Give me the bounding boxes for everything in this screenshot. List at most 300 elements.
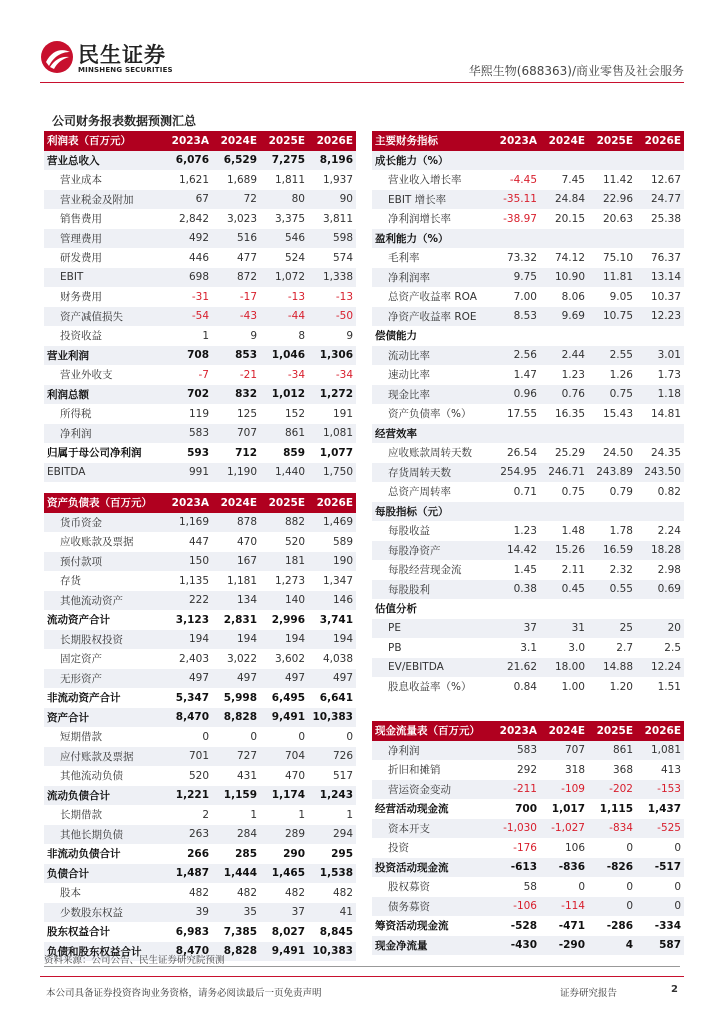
row-label: EV/EBITDA xyxy=(372,658,492,678)
value-cell: 24.84 xyxy=(540,190,588,210)
row-label: 每股指标（元） xyxy=(372,502,492,522)
value-cell: 140 xyxy=(260,591,308,611)
year-header-cell: 2024E xyxy=(212,131,260,151)
value-cell: 1,306 xyxy=(308,346,356,366)
row-label: 负债和股东权益合计 xyxy=(44,942,164,962)
value-cell: 0.38 xyxy=(492,580,540,600)
value-cell: 2.7 xyxy=(616,641,633,654)
table-row xyxy=(44,610,356,630)
value-cell: 7.00 xyxy=(513,290,537,303)
value-cell: 9.69 xyxy=(540,307,588,327)
value-cell: 0.82 xyxy=(657,485,681,498)
value-cell: 1.45 xyxy=(513,563,537,576)
value-cell: 1.51 xyxy=(657,680,681,693)
row-label: 净利润 xyxy=(44,424,164,444)
table-row xyxy=(372,404,684,424)
table-title-cell: 利润表（百万元） xyxy=(44,131,164,151)
row-label: 应收账款及票据 xyxy=(60,536,134,549)
value-cell: 1 xyxy=(250,808,257,821)
value-cell: 190 xyxy=(308,552,356,572)
minsheng-logo xyxy=(40,38,180,78)
value-cell xyxy=(588,326,636,346)
row-label: 毛利率 xyxy=(388,252,420,265)
value-cell: -21 xyxy=(239,368,257,381)
table-row xyxy=(44,805,356,825)
value-cell: 0.45 xyxy=(540,580,588,600)
table-row xyxy=(372,229,684,249)
table-row xyxy=(44,365,356,385)
value-cell: 8 xyxy=(298,329,305,342)
value-cell: 517 xyxy=(332,769,353,782)
value-cell: 497 xyxy=(260,669,308,689)
value-cell: 75.10 xyxy=(602,251,633,264)
value-cell: 1.26 xyxy=(609,368,633,381)
value-cell: 882 xyxy=(260,513,308,533)
value-cell: 1,081 xyxy=(308,424,356,444)
value-cell xyxy=(540,151,588,171)
row-label: 营业总收入 xyxy=(44,151,164,171)
row-label: 其他长期负债 xyxy=(44,825,164,845)
value-cell: -153 xyxy=(636,780,684,800)
table-row xyxy=(372,877,684,897)
value-cell xyxy=(588,229,636,249)
row-label: 净资产收益率 ROE xyxy=(372,307,492,327)
value-cell: 470 xyxy=(284,769,305,782)
row-label: 流动资产合计 xyxy=(47,614,110,627)
table-row xyxy=(44,463,356,483)
value-cell: 2.44 xyxy=(540,346,588,366)
row-label: 营运资金变动 xyxy=(372,780,492,800)
table-row xyxy=(372,463,684,483)
table-row xyxy=(44,571,356,591)
value-cell: 1,169 xyxy=(164,513,212,533)
value-cell: 11.81 xyxy=(588,268,636,288)
page-header xyxy=(40,38,684,80)
table-header-row xyxy=(372,131,684,151)
value-cell: 861 xyxy=(588,741,636,761)
value-cell: 243.89 xyxy=(588,463,636,483)
table-row xyxy=(372,424,684,444)
value-cell: 152 xyxy=(284,407,305,420)
value-cell: 524 xyxy=(284,251,305,264)
value-cell: -44 xyxy=(260,307,308,327)
value-cell: 24.50 xyxy=(602,446,633,459)
value-cell: 3,811 xyxy=(322,212,353,225)
value-cell: 574 xyxy=(332,251,353,264)
table-row xyxy=(44,669,356,689)
value-cell: 39 xyxy=(164,903,212,923)
value-cell: 125 xyxy=(236,407,257,420)
value-cell: 1.73 xyxy=(657,368,681,381)
value-cell: 2.55 xyxy=(588,346,636,366)
year-header-cell: 2024E xyxy=(540,721,588,741)
row-label: 速动比率 xyxy=(388,369,430,382)
value-cell: 15.43 xyxy=(602,407,633,420)
value-cell: 181 xyxy=(260,552,308,572)
row-label: 资产负债率（%） xyxy=(388,408,472,421)
row-label: 其他流动负债 xyxy=(60,770,123,783)
value-cell: 1,750 xyxy=(308,463,356,483)
value-cell: 583 xyxy=(164,424,212,444)
table-row xyxy=(372,599,684,619)
row-label: 每股收益 xyxy=(388,525,430,538)
table-row xyxy=(44,766,356,786)
value-cell: 700 xyxy=(515,802,537,815)
value-cell: -1,027 xyxy=(540,819,588,839)
table-row xyxy=(372,151,684,171)
data-source-note: 资料来源：公司公告、民生证券研究院预测 xyxy=(44,955,225,966)
row-label: 股本 xyxy=(60,887,81,900)
value-cell: 1,190 xyxy=(212,463,260,483)
value-cell: 1,012 xyxy=(260,385,308,405)
value-cell: 1,081 xyxy=(636,741,684,761)
value-cell xyxy=(588,151,636,171)
value-cell: 9.05 xyxy=(609,290,633,303)
value-cell: 3,602 xyxy=(274,652,305,665)
value-cell: 20.15 xyxy=(554,212,585,225)
value-cell: 285 xyxy=(235,847,257,860)
table-row xyxy=(44,747,356,767)
row-label: 长期股权投资 xyxy=(44,630,164,650)
table-row xyxy=(44,287,356,307)
value-cell: 76.37 xyxy=(650,251,681,264)
row-label: 筹资活动现金流 xyxy=(375,920,449,933)
year-header-cell: 2024E xyxy=(540,131,588,151)
value-cell: -106 xyxy=(492,897,540,917)
row-label: 少数股东权益 xyxy=(44,903,164,923)
value-cell xyxy=(492,424,540,444)
table-row xyxy=(44,385,356,405)
value-cell: -834 xyxy=(588,819,636,839)
row-label: EBIT 增长率 xyxy=(372,190,492,210)
value-cell: -290 xyxy=(540,936,588,956)
table-title-cell: 现金流量表（百万元） xyxy=(372,721,492,741)
value-cell: 598 xyxy=(308,229,356,249)
value-cell: 516 xyxy=(212,229,260,249)
table-row xyxy=(372,897,684,917)
row-label: 营业外收支 xyxy=(60,369,113,382)
row-label: EBITDA xyxy=(44,463,164,483)
value-cell: 15.26 xyxy=(540,541,588,561)
value-cell: 290 xyxy=(283,847,305,860)
value-cell: 1,072 xyxy=(260,268,308,288)
row-label: 经营效率 xyxy=(372,424,492,444)
table-row xyxy=(44,786,356,806)
value-cell: 266 xyxy=(187,847,209,860)
value-cell: 14.42 xyxy=(492,541,540,561)
value-cell: -1,030 xyxy=(492,819,540,839)
value-cell: 1,181 xyxy=(226,574,257,587)
value-cell: 1,689 xyxy=(226,173,257,186)
row-label: 营业税金及附加 xyxy=(44,190,164,210)
value-cell xyxy=(492,326,540,346)
value-cell: 134 xyxy=(212,591,260,611)
row-label: PE xyxy=(372,619,492,639)
value-cell: 2 xyxy=(202,808,209,821)
value-cell: -34 xyxy=(335,368,353,381)
value-cell: 222 xyxy=(164,591,212,611)
value-cell: 3,741 xyxy=(319,613,353,626)
value-cell: 8,845 xyxy=(319,925,353,938)
value-cell: 3.1 xyxy=(520,641,537,654)
value-cell: 24.77 xyxy=(636,190,684,210)
value-cell xyxy=(588,599,636,619)
row-label: 估值分析 xyxy=(375,603,417,616)
table-row xyxy=(372,385,684,405)
value-cell: 9.75 xyxy=(492,268,540,288)
value-cell: 3,123 xyxy=(175,613,209,626)
row-label: 预付款项 xyxy=(44,552,164,572)
footer-divider xyxy=(40,976,684,977)
value-cell: 368 xyxy=(612,763,633,776)
table-row xyxy=(372,580,684,600)
value-cell: 9,491 xyxy=(260,708,308,728)
table-row xyxy=(372,346,684,366)
value-cell: 446 xyxy=(188,251,209,264)
value-cell: 1,243 xyxy=(308,786,356,806)
value-cell: 243.50 xyxy=(636,463,684,483)
table-row xyxy=(44,552,356,572)
table-row xyxy=(372,365,684,385)
value-cell: 26.54 xyxy=(506,446,537,459)
logo-cn-text: 民生证券 xyxy=(78,43,166,67)
table-header-row xyxy=(44,131,356,151)
value-cell: 1,487 xyxy=(164,864,212,884)
value-cell: 1,338 xyxy=(308,268,356,288)
row-label: 净利润增长率 xyxy=(388,213,451,226)
value-cell: 6,076 xyxy=(164,151,212,171)
value-cell: 1,469 xyxy=(308,513,356,533)
value-cell: 3,023 xyxy=(226,212,257,225)
value-cell: 1,159 xyxy=(212,786,260,806)
row-label: 货币资金 xyxy=(44,513,164,533)
value-cell: 1,621 xyxy=(178,173,209,186)
value-cell: 13.14 xyxy=(636,268,684,288)
value-cell: 254.95 xyxy=(492,463,540,483)
value-cell: 8,470 xyxy=(164,942,212,962)
value-cell: 0.69 xyxy=(636,580,684,600)
value-cell: 263 xyxy=(164,825,212,845)
value-cell: 6,495 xyxy=(271,691,305,704)
row-label: 经营活动现金流 xyxy=(375,803,449,816)
value-cell: 1.00 xyxy=(561,680,585,693)
logo-mark-icon xyxy=(40,40,74,74)
value-cell: 482 xyxy=(284,886,305,899)
year-header-cell: 2026E xyxy=(636,721,684,741)
value-cell: 701 xyxy=(164,747,212,767)
value-cell: -13 xyxy=(287,290,305,303)
value-cell: -826 xyxy=(588,858,636,878)
value-cell: 708 xyxy=(164,346,212,366)
value-cell: 18.00 xyxy=(540,658,588,678)
year-header-cell: 2023A xyxy=(164,131,212,151)
value-cell: 10.90 xyxy=(540,268,588,288)
value-cell: -211 xyxy=(492,780,540,800)
table-row xyxy=(44,190,356,210)
value-cell: 431 xyxy=(236,769,257,782)
row-label: 每股净资产 xyxy=(372,541,492,561)
table-row xyxy=(44,209,356,229)
value-cell xyxy=(588,424,636,444)
value-cell: 191 xyxy=(332,407,353,420)
value-cell: 10.37 xyxy=(650,290,681,303)
value-cell: 18.28 xyxy=(636,541,684,561)
value-cell: 546 xyxy=(260,229,308,249)
value-cell: 853 xyxy=(212,346,260,366)
table-row xyxy=(372,780,684,800)
value-cell xyxy=(492,599,540,619)
value-cell: 10,383 xyxy=(308,708,356,728)
value-cell: 8,828 xyxy=(212,708,260,728)
row-label: 总资产周转率 xyxy=(388,486,451,499)
value-cell: 482 xyxy=(236,886,257,899)
table-row xyxy=(44,424,356,444)
table-row xyxy=(372,936,684,956)
value-cell: 1.47 xyxy=(513,368,537,381)
row-label: 现金净流量 xyxy=(372,936,492,956)
table-row xyxy=(44,170,356,190)
value-cell: 447 xyxy=(188,535,209,548)
table-row xyxy=(372,799,684,819)
value-cell: 1 xyxy=(346,808,353,821)
row-label: 长期借款 xyxy=(60,809,102,822)
value-cell: 37 xyxy=(260,903,308,923)
table-row xyxy=(372,443,684,463)
value-cell: 2.11 xyxy=(561,563,585,576)
year-header-cell: 2026E xyxy=(308,131,356,151)
table-row xyxy=(372,326,684,346)
value-cell: 1.78 xyxy=(609,524,633,537)
table-row xyxy=(44,248,356,268)
table-row xyxy=(372,560,684,580)
table-row xyxy=(372,619,684,639)
value-cell: 583 xyxy=(492,741,540,761)
value-cell xyxy=(636,424,684,444)
row-label: PB xyxy=(388,641,402,654)
table-row xyxy=(44,708,356,728)
value-cell: 1,115 xyxy=(599,802,633,815)
value-cell: 12.67 xyxy=(650,173,681,186)
value-cell: -836 xyxy=(540,858,588,878)
row-label: 现金比率 xyxy=(372,385,492,405)
table-row xyxy=(372,838,684,858)
value-cell: 318 xyxy=(564,763,585,776)
value-cell: 492 xyxy=(164,229,212,249)
balance-sheet-table xyxy=(44,493,356,961)
value-cell xyxy=(540,229,588,249)
row-label: 无形资产 xyxy=(44,669,164,689)
income-statement-table xyxy=(44,131,356,482)
value-cell: 20 xyxy=(636,619,684,639)
value-cell: 3,375 xyxy=(274,212,305,225)
value-cell: 0 xyxy=(346,730,353,743)
value-cell: 1,440 xyxy=(260,463,308,483)
source-divider xyxy=(44,966,680,967)
value-cell xyxy=(588,502,636,522)
value-cell: 1,017 xyxy=(551,802,585,815)
row-label: 负债合计 xyxy=(44,864,164,884)
value-cell: 878 xyxy=(212,513,260,533)
value-cell xyxy=(492,502,540,522)
row-label: 其他流动资产 xyxy=(44,591,164,611)
value-cell: 0.71 xyxy=(513,485,537,498)
table-row xyxy=(372,307,684,327)
value-cell: 9 xyxy=(346,329,353,342)
value-cell: 80 xyxy=(260,190,308,210)
value-cell: 194 xyxy=(212,630,260,650)
section-title: 公司财务报表数据预测汇总 xyxy=(52,114,197,128)
value-cell: 2.5 xyxy=(664,641,681,654)
table-row xyxy=(372,482,684,502)
value-cell: 7,275 xyxy=(260,151,308,171)
row-label: 每股经营现金流 xyxy=(388,564,462,577)
value-cell: 2.56 xyxy=(492,346,540,366)
value-cell xyxy=(636,151,684,171)
value-cell: 1,272 xyxy=(308,385,356,405)
table-row xyxy=(44,922,356,942)
table-row xyxy=(44,404,356,424)
table-row xyxy=(372,638,684,658)
row-label: 管理费用 xyxy=(44,229,164,249)
value-cell: 727 xyxy=(212,747,260,767)
value-cell: 0.84 xyxy=(513,680,537,693)
row-label: 股权募资 xyxy=(388,881,430,894)
logo-en-text: MINSHENG SECURITIES xyxy=(78,66,173,74)
value-cell: -430 xyxy=(492,936,540,956)
value-cell: 707 xyxy=(540,741,588,761)
value-cell: 0.79 xyxy=(609,485,633,498)
value-cell: 8.53 xyxy=(492,307,540,327)
table-row xyxy=(44,903,356,923)
value-cell: -7 xyxy=(198,368,209,381)
value-cell: 712 xyxy=(235,446,257,459)
year-header-cell: 2023A xyxy=(492,721,540,741)
row-label: 净利润 xyxy=(372,741,492,761)
value-cell: 1,046 xyxy=(260,346,308,366)
value-cell xyxy=(540,599,588,619)
value-cell: 413 xyxy=(660,763,681,776)
table-title-cell: 主要财务指标 xyxy=(372,131,492,151)
year-header-cell: 2025E xyxy=(588,131,636,151)
value-cell: 12.24 xyxy=(636,658,684,678)
value-cell: 1.20 xyxy=(609,680,633,693)
table-row xyxy=(372,677,684,697)
value-cell: 289 xyxy=(260,825,308,845)
value-cell: 0 xyxy=(298,730,305,743)
value-cell: 194 xyxy=(260,630,308,650)
value-cell: 470 xyxy=(236,535,257,548)
value-cell: -13 xyxy=(335,290,353,303)
value-cell: 16.35 xyxy=(554,407,585,420)
value-cell: 292 xyxy=(516,763,537,776)
value-cell: 1,465 xyxy=(260,864,308,884)
value-cell: -286 xyxy=(606,919,633,932)
value-cell: 119 xyxy=(188,407,209,420)
table-row xyxy=(372,287,684,307)
table-row xyxy=(372,858,684,878)
table-row xyxy=(44,688,356,708)
row-label: 财务费用 xyxy=(60,291,102,304)
row-label: 非流动资产合计 xyxy=(47,692,121,705)
row-label: 投资活动现金流 xyxy=(372,858,492,878)
value-cell: 67 xyxy=(164,190,212,210)
value-cell: 1 xyxy=(202,329,209,342)
value-cell: 589 xyxy=(332,535,353,548)
year-header-cell: 2024E xyxy=(212,493,260,513)
value-cell: 0.75 xyxy=(588,385,636,405)
value-cell: 1.23 xyxy=(513,524,537,537)
table-row xyxy=(44,532,356,552)
